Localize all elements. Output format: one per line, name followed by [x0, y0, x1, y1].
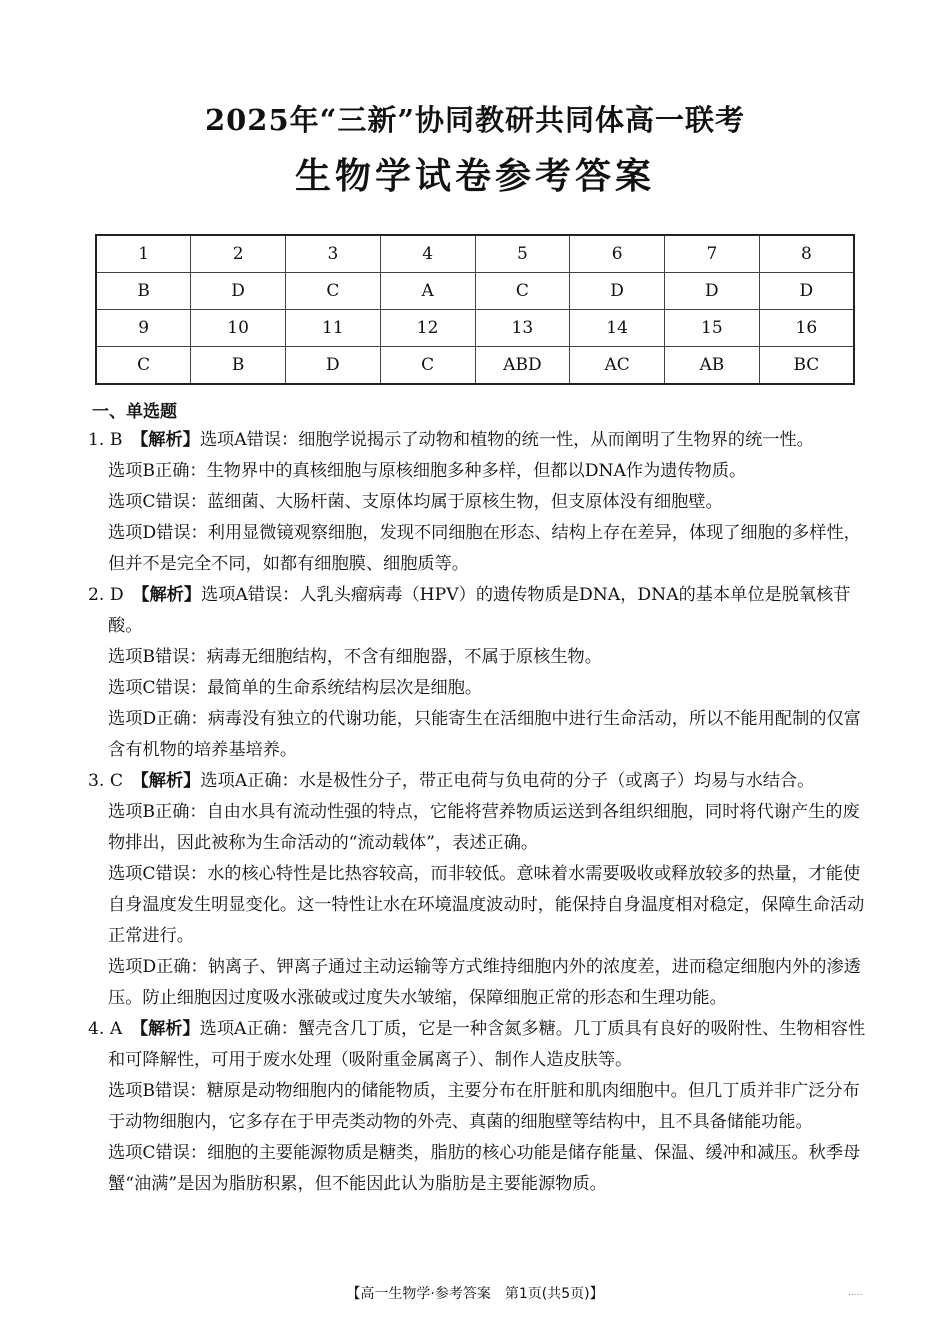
question-number-cell: 15	[665, 310, 760, 347]
analysis-tag: 【解析】	[139, 1019, 200, 1039]
answer-cell: D	[191, 273, 286, 310]
option-text: 选项C错误：最简单的生命系统结构层次是细胞。	[108, 678, 483, 698]
answer-table	[95, 234, 855, 385]
question-block	[88, 580, 866, 766]
exam-title-line2: 生物学试卷参考答案	[294, 156, 655, 197]
question-block	[88, 766, 866, 1014]
answer-cell: ABD	[475, 347, 570, 385]
question-first-line	[88, 580, 866, 642]
analysis-tag: 【解析】	[140, 585, 202, 605]
answer-cell: B	[191, 347, 286, 385]
question-number-answer: 1. B	[88, 430, 123, 450]
answer-cell: AB	[665, 347, 760, 385]
answer-cell: B	[96, 273, 191, 310]
question-first-line	[88, 766, 866, 797]
question-number-cell: 6	[570, 235, 665, 273]
option-text: 选项B错误：糖原是动物细胞内的储能物质，主要分布在肝脏和肌肉细胞中。但几丁质并非广泛分布于动物细胞内，它多存在于甲壳类动物的外壳、真菌的细胞壁等结构中，且不具备储能功能。	[108, 1081, 860, 1132]
question-number-row	[96, 235, 854, 273]
question-number-cell: 3	[286, 235, 381, 273]
question-number-answer: 2. D	[88, 585, 124, 605]
answer-cell: D	[570, 273, 665, 310]
option-text: 选项A正确：水是极性分子，带正电荷与负电荷的分子（或离子）均易与水结合。	[200, 771, 815, 791]
question-first-line	[88, 425, 866, 456]
question-number-cell: 4	[380, 235, 475, 273]
option-text: 选项C错误：蓝细菌、大肠杆菌、支原体均属于原核生物，但支原体没有细胞壁。	[108, 492, 723, 512]
question-number-cell: 2	[191, 235, 286, 273]
option-text: 选项B错误：病毒无细胞结构，不含有细胞器，不属于原核生物。	[108, 647, 602, 667]
question-block	[88, 1014, 866, 1200]
question-number-cell: 14	[570, 310, 665, 347]
question-number-cell: 13	[475, 310, 570, 347]
answer-cell: C	[286, 273, 381, 310]
question-number-cell: 11	[286, 310, 381, 347]
question-number-answer: 3. C	[88, 771, 124, 791]
option-text: 选项B正确：自由水具有流动性强的特点，它能将营养物质运送到各组织细胞，同时将代谢产生的废物排出，因此被称为生命活动的“流动载体”，表述正确。	[108, 802, 860, 853]
option-text: 选项A错误：人乳头瘤病毒（HPV）的遗传物质是DNA，DNA的基本单位是脱氧核苷酸。	[108, 585, 851, 636]
question-number-cell: 9	[96, 310, 191, 347]
explanations	[88, 425, 866, 1200]
question-number-cell: 16	[759, 310, 854, 347]
option-text: 选项C错误：水的核心特性是比热容较高，而非较低。意味着水需要吸收或释放较多的热量，才能使自身温度发生明显变化。这一特性让水在环境温度波动时，能保持自身温度相对稳定，保障生命活动正常进行。	[108, 864, 865, 946]
option-text: 选项B正确：生物界中的真核细胞与原核细胞多种多样，但都以DNA作为遗传物质。	[108, 461, 747, 481]
analysis-tag: 【解析】	[140, 771, 201, 791]
answer-cell: C	[475, 273, 570, 310]
question-number-cell: 7	[665, 235, 760, 273]
exam-title-line1: 2025年“三新”协同教研共同体高一联考	[204, 103, 746, 137]
question-number-answer: 4. A	[88, 1019, 123, 1039]
option-text: 选项A正确：蟹壳含几丁质，它是一种含氮多糖。几丁质具有良好的吸附性、生物相容性和可降解性，可用于废水处理（吸附重金属离子）、制作人造皮肤等。	[108, 1019, 866, 1070]
answer-cell: A	[380, 273, 475, 310]
page-footer: 【高一生物学·参考答案 第1页(共5页)】	[346, 1286, 604, 1302]
option-text: 选项D正确：钠离子、钾离子通过主动运输等方式维持细胞内外的浓度差，进而稳定细胞内外的渗透压。防止细胞因过度吸水涨破或过度失水皱缩，保障细胞正常的形态和生理功能。	[108, 957, 861, 1008]
answer-cell: BC	[759, 347, 854, 385]
question-number-cell: 1	[96, 235, 191, 273]
option-text: 选项C错误：细胞的主要能源物质是糖类，脂肪的核心功能是储存能量、保温、缓冲和减压。秋季母蟹“油满”是因为脂肪积累，但不能因此认为脂肪是主要能源物质。	[108, 1143, 861, 1194]
corner-mark: .....	[848, 1288, 863, 1298]
answer-cell: AC	[570, 347, 665, 385]
answer-cell: C	[96, 347, 191, 385]
answer-cell: D	[286, 347, 381, 385]
option-text: 选项D错误：利用显微镜观察细胞，发现不同细胞在形态、结构上存在差异，体现了细胞的多样性，但并不是完全不同，如都有细胞膜、细胞质等。	[108, 523, 861, 574]
option-text: 选项A错误：细胞学说揭示了动物和植物的统一性，从而阐明了生物界的统一性。	[199, 430, 814, 450]
question-number-cell: 12	[380, 310, 475, 347]
question-block	[88, 425, 866, 580]
question-number-cell: 5	[475, 235, 570, 273]
section-title: 一、单选题	[92, 402, 177, 422]
question-number-cell: 10	[191, 310, 286, 347]
answer-row	[96, 273, 854, 310]
answer-row	[96, 347, 854, 385]
question-number-cell: 8	[759, 235, 854, 273]
question-first-line	[88, 1014, 866, 1076]
question-number-row	[96, 310, 854, 347]
analysis-tag: 【解析】	[139, 430, 200, 450]
answer-cell: D	[665, 273, 760, 310]
option-text: 选项D正确：病毒没有独立的代谢功能，只能寄生在活细胞中进行生命活动，所以不能用配制的仅富含有机物的培养基培养。	[108, 709, 861, 760]
answer-cell: D	[759, 273, 854, 310]
answer-cell: C	[380, 347, 475, 385]
